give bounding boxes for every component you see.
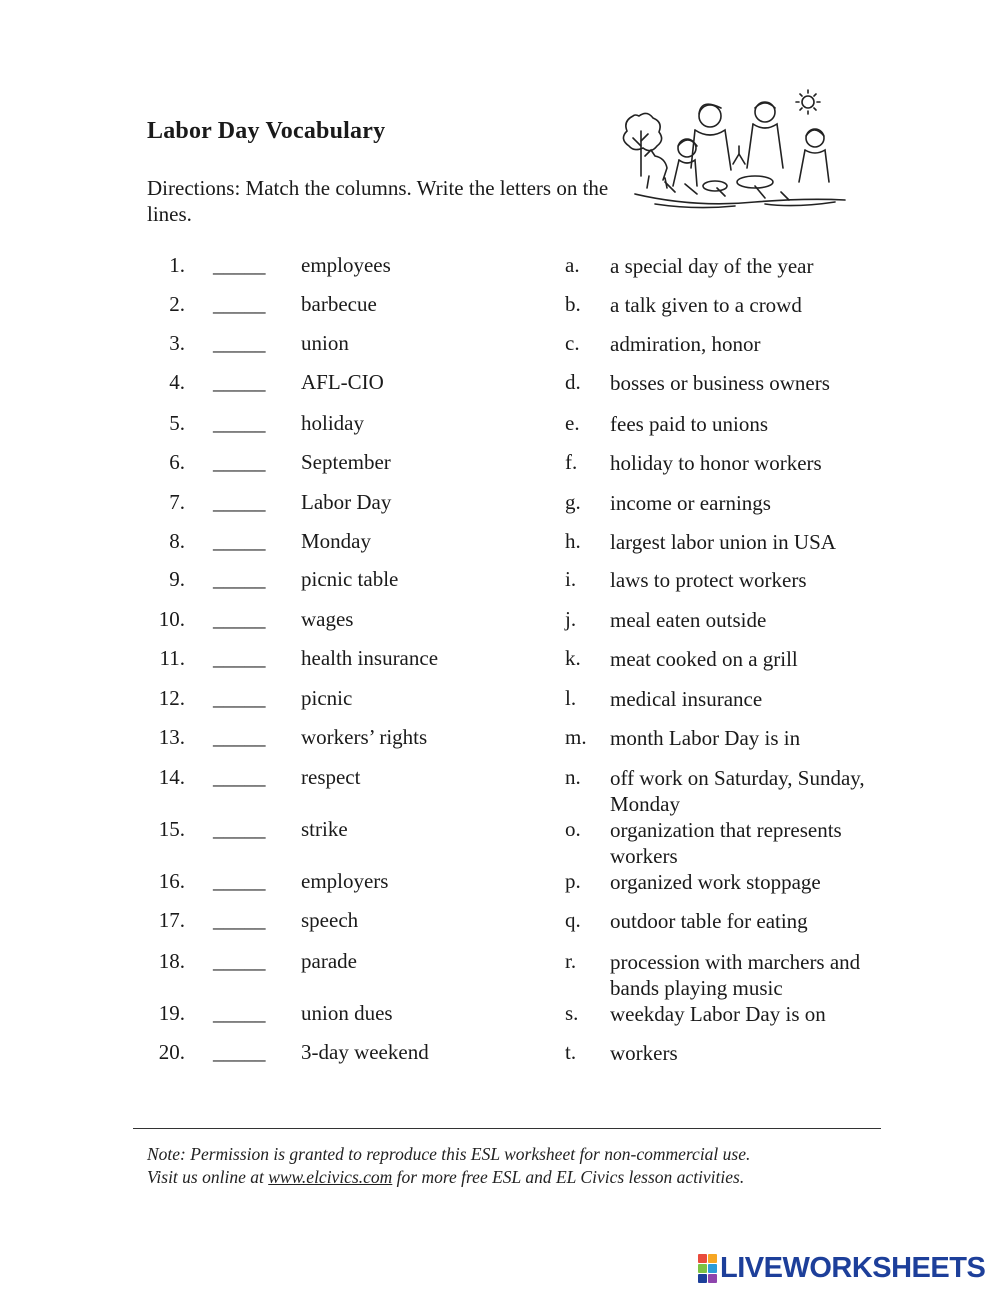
definition-letter: h. xyxy=(565,529,581,553)
item-number: 14. xyxy=(158,765,185,789)
liveworksheets-logo-icon xyxy=(698,1254,717,1283)
definition-text: medical insurance xyxy=(610,687,763,711)
answer-blank[interactable]: _____ xyxy=(213,529,266,553)
vocabulary-term: speech xyxy=(301,908,359,932)
logo-square xyxy=(708,1274,717,1283)
item-number: 20. xyxy=(158,1040,185,1064)
answer-blank[interactable]: _____ xyxy=(213,607,266,631)
answer-blank[interactable]: _____ xyxy=(213,1040,266,1064)
answer-blank[interactable]: _____ xyxy=(213,292,266,316)
definition-text: weekday Labor Day is on xyxy=(610,1002,826,1026)
definition-text: holiday to honor workers xyxy=(610,451,822,475)
logo-square xyxy=(698,1254,707,1263)
vocabulary-term: union xyxy=(301,331,349,355)
vocabulary-term: parade xyxy=(301,949,357,973)
answer-blank[interactable]: _____ xyxy=(213,253,266,277)
item-number: 2. xyxy=(169,292,185,316)
answer-blank[interactable]: _____ xyxy=(213,725,266,749)
vocabulary-term: barbecue xyxy=(301,292,377,316)
note-pre-link: Visit us online at xyxy=(147,1167,269,1187)
definition-text: largest labor union in USA xyxy=(610,530,836,554)
item-number: 4. xyxy=(169,370,185,394)
definition-letter: f. xyxy=(565,450,578,474)
note-line-1: Note: Permission is granted to reproduce this ESL worksheet for non-commercial use. xyxy=(147,1144,751,1164)
definition-text: month Labor Day is in xyxy=(610,726,801,750)
definition-letter: q. xyxy=(565,908,581,932)
answer-blank[interactable]: _____ xyxy=(213,411,266,435)
definition-letter: m. xyxy=(565,725,587,749)
answer-blank[interactable]: _____ xyxy=(213,1001,266,1025)
vocabulary-term: Monday xyxy=(301,529,371,553)
definition-letter: d. xyxy=(565,370,581,394)
definition-text: organized work stoppage xyxy=(610,870,821,894)
item-number: 10. xyxy=(158,607,185,631)
vocabulary-term: employees xyxy=(301,253,391,277)
item-number: 5. xyxy=(169,411,185,435)
definition-letter: b. xyxy=(565,292,581,316)
item-number: 15. xyxy=(158,817,185,841)
directions-text: Directions: Match the columns. Write the letters on the lines. xyxy=(147,176,609,226)
vocabulary-term: strike xyxy=(301,817,348,841)
worksheet-title: Labor Day Vocabulary xyxy=(147,118,386,144)
definition-letter: g. xyxy=(565,490,581,514)
definition-letter: s. xyxy=(565,1001,579,1025)
permission-note xyxy=(147,1143,907,1189)
definition-text: bosses or business owners xyxy=(610,371,830,395)
item-number: 8. xyxy=(169,529,185,553)
item-number: 16. xyxy=(158,869,185,893)
elcivics-link[interactable]: www.elcivics.com xyxy=(268,1167,393,1187)
item-number: 12. xyxy=(158,686,185,710)
answer-blank[interactable]: _____ xyxy=(213,817,266,841)
definition-letter: o. xyxy=(565,817,581,841)
definition-text: income or earnings xyxy=(610,491,771,515)
definition-text: meal eaten outside xyxy=(610,608,767,632)
footer-divider xyxy=(133,1128,881,1129)
definition-text: workers xyxy=(610,1041,678,1065)
answer-blank[interactable]: _____ xyxy=(213,646,266,670)
item-number: 18. xyxy=(158,949,185,973)
item-number: 3. xyxy=(169,331,185,355)
vocabulary-term: Labor Day xyxy=(301,490,392,514)
logo-square xyxy=(708,1264,717,1273)
definition-text: procession with marchers and bands playing music xyxy=(610,950,861,1000)
answer-blank[interactable]: _____ xyxy=(213,490,266,514)
definition-text: outdoor table for eating xyxy=(610,909,808,933)
definition-letter: a. xyxy=(565,253,580,277)
definition-letter: l. xyxy=(565,686,577,710)
answer-blank[interactable]: _____ xyxy=(213,869,266,893)
vocabulary-term: picnic table xyxy=(301,567,399,591)
liveworksheets-logo-text: LIVEWORKSHEETS xyxy=(720,1251,986,1284)
note-line-2 xyxy=(147,1166,907,1189)
definition-text: a talk given to a crowd xyxy=(610,293,802,317)
logo-square xyxy=(708,1254,717,1263)
definition-letter: r. xyxy=(565,949,577,973)
definition-text: laws to protect workers xyxy=(610,568,807,592)
picnic-illustration xyxy=(615,86,855,216)
liveworksheets-logo[interactable] xyxy=(698,1253,985,1283)
answer-blank[interactable]: _____ xyxy=(213,765,266,789)
answer-blank[interactable]: _____ xyxy=(213,949,266,973)
definition-letter: c. xyxy=(565,331,580,355)
definition-text: off work on Saturday, Sunday, Monday xyxy=(610,766,865,816)
vocabulary-term: wages xyxy=(301,607,354,631)
answer-blank[interactable]: _____ xyxy=(213,450,266,474)
item-number: 9. xyxy=(169,567,185,591)
answer-blank[interactable]: _____ xyxy=(213,567,266,591)
sun-icon xyxy=(796,90,820,114)
item-number: 17. xyxy=(158,908,185,932)
vocabulary-term: health insurance xyxy=(301,646,439,670)
vocabulary-term: union dues xyxy=(301,1001,393,1025)
definition-letter: t. xyxy=(565,1040,577,1064)
vocabulary-term: workers’ rights xyxy=(301,725,428,749)
item-number: 7. xyxy=(169,490,185,514)
answer-blank[interactable]: _____ xyxy=(213,908,266,932)
definition-letter: j. xyxy=(565,607,577,631)
definition-letter: k. xyxy=(565,646,581,670)
vocabulary-term: September xyxy=(301,450,391,474)
item-number: 1. xyxy=(169,253,185,277)
definition-letter: n. xyxy=(565,765,581,789)
definition-letter: p. xyxy=(565,869,581,893)
vocabulary-term: respect xyxy=(301,765,361,789)
definition-letter: e. xyxy=(565,411,580,435)
item-number: 6. xyxy=(169,450,185,474)
definition-text: fees paid to unions xyxy=(610,412,769,436)
logo-square xyxy=(698,1264,707,1273)
vocabulary-term: employers xyxy=(301,869,389,893)
item-number: 19. xyxy=(158,1001,185,1025)
definition-text: admiration, honor xyxy=(610,332,761,356)
vocabulary-term: AFL-CIO xyxy=(301,370,384,394)
definition-text: meat cooked on a grill xyxy=(610,647,798,671)
answer-blank[interactable]: _____ xyxy=(213,331,266,355)
definition-text: organization that represents workers xyxy=(610,818,842,868)
answer-blank[interactable]: _____ xyxy=(213,686,266,710)
item-number: 11. xyxy=(159,646,185,670)
item-number: 13. xyxy=(158,725,185,749)
vocabulary-term: picnic xyxy=(301,686,353,710)
answer-blank[interactable]: _____ xyxy=(213,370,266,394)
definition-letter: i. xyxy=(565,567,577,591)
note-post-link: for more free ESL and EL Civics lesson activities. xyxy=(392,1167,745,1187)
vocabulary-term: 3-day weekend xyxy=(301,1040,429,1064)
logo-square xyxy=(698,1274,707,1283)
definition-text: a special day of the year xyxy=(610,254,814,278)
vocabulary-term: holiday xyxy=(301,411,364,435)
